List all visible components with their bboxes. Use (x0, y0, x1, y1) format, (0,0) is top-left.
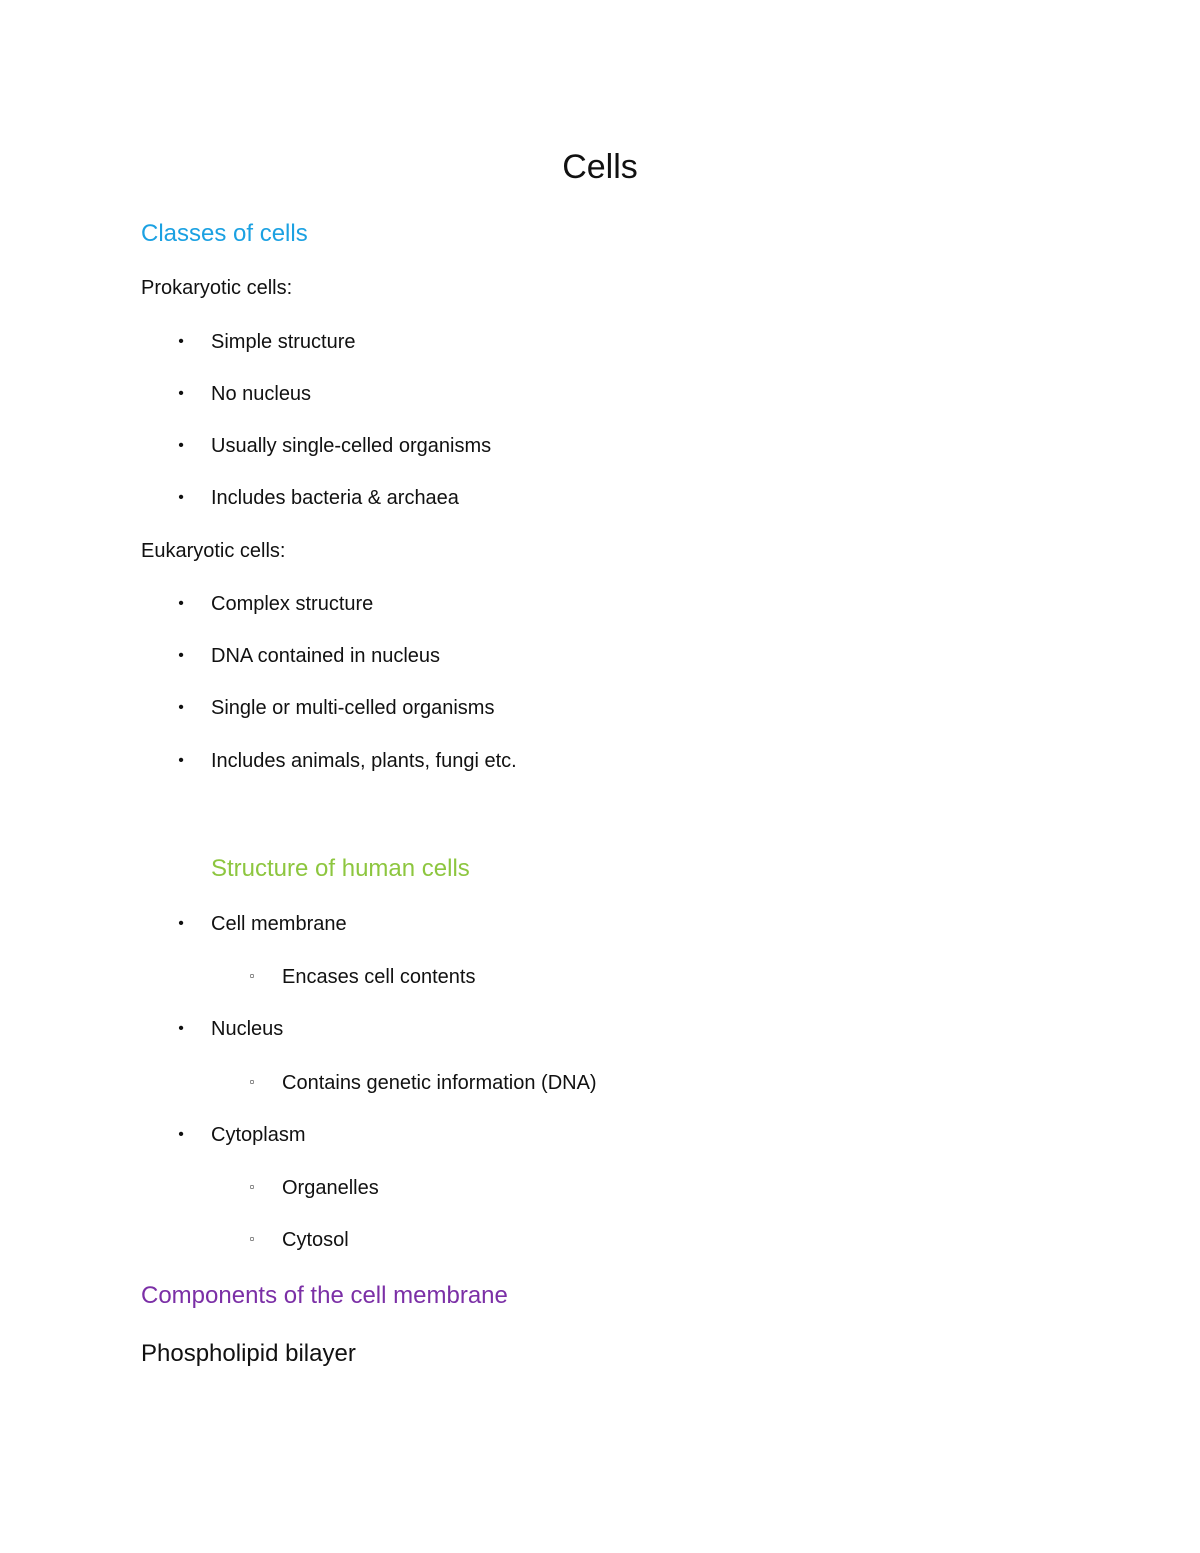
list-item: No nucleus (211, 383, 312, 405)
sub-list-item: Encases cell contents (282, 966, 476, 988)
page-title: Cells (562, 148, 638, 186)
bullet-icon: • (178, 489, 184, 506)
list-item: Complex structure (211, 593, 374, 615)
list-item: Cytoplasm (211, 1124, 306, 1146)
bullet-icon: • (178, 437, 184, 454)
list-item: Simple structure (211, 331, 356, 353)
list-item: Includes bacteria & archaea (211, 487, 459, 509)
bullet-icon: • (178, 385, 184, 402)
sub-bullet-icon: ▫ (249, 1231, 255, 1246)
eukaryotic-label: Eukaryotic cells: (141, 540, 286, 562)
list-item: Usually single-celled organisms (211, 435, 492, 457)
sub-list-item: Organelles (282, 1177, 379, 1199)
sub-bullet-icon: ▫ (249, 1179, 255, 1194)
bullet-icon: • (178, 699, 184, 716)
bullet-icon: • (178, 915, 184, 932)
sub-bullet-icon: ▫ (249, 968, 255, 983)
list-item: Single or multi-celled organisms (211, 697, 495, 719)
list-item: Nucleus (211, 1018, 284, 1040)
bullet-icon: • (178, 752, 184, 769)
bullet-icon: • (178, 333, 184, 350)
list-item: DNA contained in nucleus (211, 645, 441, 667)
bullet-icon: • (178, 595, 184, 612)
classes-heading: Classes of cells (141, 220, 308, 247)
bullet-icon: • (178, 1020, 184, 1037)
sub-bullet-icon: ▫ (249, 1074, 255, 1089)
bullet-icon: • (178, 647, 184, 664)
sub-list-item: Contains genetic information (DNA) (282, 1072, 597, 1094)
bullet-icon: • (178, 1126, 184, 1143)
list-item: Cell membrane (211, 913, 347, 935)
list-item: Includes animals, plants, fungi etc. (211, 750, 517, 772)
sub-list-item: Cytosol (282, 1229, 349, 1251)
phospholipid-heading: Phospholipid bilayer (141, 1340, 356, 1367)
components-heading: Components of the cell membrane (141, 1282, 508, 1309)
structure-heading: Structure of human cells (211, 855, 470, 882)
prokaryotic-label: Prokaryotic cells: (141, 277, 293, 299)
